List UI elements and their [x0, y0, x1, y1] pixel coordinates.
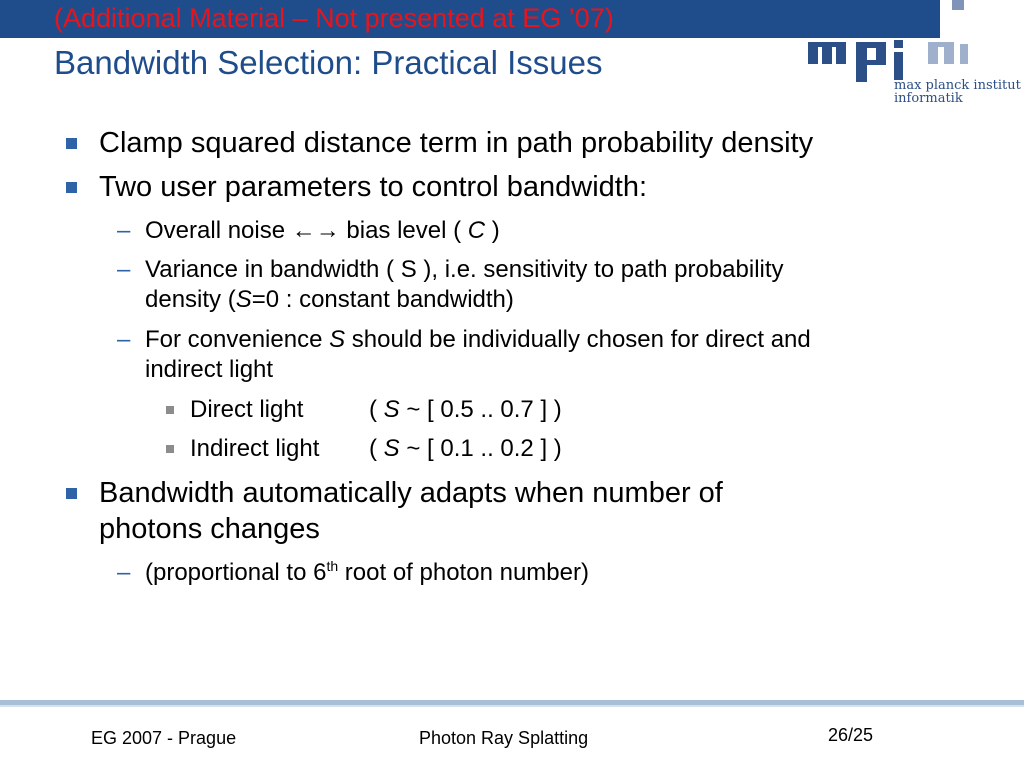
- logo-line-1: max planck institut: [894, 78, 1021, 93]
- dash-marker: –: [117, 326, 131, 353]
- sub-convenience-line-2: indirect light: [145, 356, 274, 383]
- direct-light-label: Direct light: [190, 396, 304, 423]
- sub-proportional: (proportional to 6th root of photon number): [145, 558, 589, 586]
- footer-divider-light: [0, 705, 1024, 707]
- footer-page-number: 26/25: [828, 725, 874, 745]
- slide-title: Bandwidth Selection: Practical Issues: [54, 44, 603, 81]
- double-arrow-icon: ←→: [291, 217, 340, 244]
- dash-marker: –: [117, 217, 131, 244]
- bullet-two-params: Two user parameters to control bandwidth:: [99, 171, 648, 203]
- sub-noise-bias: Overall noise ←→ bias level ( C ): [145, 217, 500, 244]
- indirect-light-label: Indirect light: [190, 435, 320, 462]
- footer-event: EG 2007 - Prague: [91, 728, 237, 748]
- subbullet-square: [166, 406, 174, 414]
- bullet-adapts-line-2: photons changes: [99, 513, 320, 545]
- dash-marker: –: [117, 256, 131, 283]
- sub-convenience-line-1: For convenience S should be individually chosen for direct and: [145, 326, 811, 353]
- bullet-clamp: Clamp squared distance term in path probability density: [99, 127, 814, 159]
- bullet-adapts-line-1: Bandwidth automatically adapts when number of: [99, 477, 723, 509]
- bullet-square: [66, 182, 77, 193]
- additional-material-note: (Additional Material – Not presented at EG ’07): [54, 3, 614, 33]
- bullet-square: [66, 488, 77, 499]
- logo-line-2: informatik: [894, 91, 963, 106]
- footer-talk-title: Photon Ray Splatting: [419, 728, 589, 748]
- subbullet-square: [166, 445, 174, 453]
- dash-marker: –: [117, 559, 131, 586]
- bullet-square: [66, 138, 77, 149]
- indirect-light-range: ( S ~ [ 0.1 .. 0.2 ] ): [369, 435, 562, 462]
- sub-variance-line-2: density (S=0 : constant bandwidth): [145, 286, 514, 313]
- direct-light-range: ( S ~ [ 0.5 .. 0.7 ] ): [369, 396, 562, 423]
- sub-variance-line-1: Variance in bandwidth ( S ), i.e. sensitivity to path probability: [145, 256, 784, 283]
